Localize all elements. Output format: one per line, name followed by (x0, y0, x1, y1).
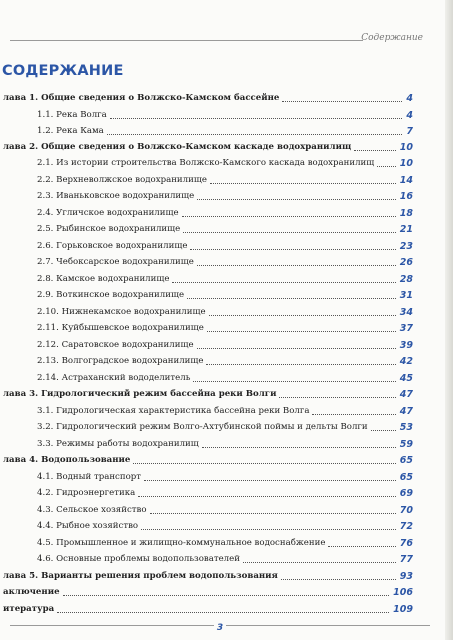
toc-section-entry[interactable] (0, 188, 453, 202)
toc-chapter-entry[interactable] (0, 601, 453, 615)
footer-page-number-wrap (0, 623, 440, 633)
toc-section-entry[interactable] (0, 254, 453, 268)
toc-dot-leader (57, 611, 389, 613)
toc-page-number: 31 (399, 290, 413, 301)
toc-page-number: 39 (399, 339, 413, 351)
toc-chapter-entry[interactable] (0, 386, 453, 400)
toc-page-number: 21 (399, 224, 413, 235)
toc-entry-label: 1.1. Река Волга (37, 109, 107, 120)
toc-dot-leader (209, 314, 396, 316)
toc-page-number: 28 (399, 273, 413, 285)
toc-section-entry[interactable] (0, 304, 453, 318)
toc-dot-leader (207, 330, 396, 332)
toc-entry-label: 4.6. Основные проблемы водопользователей (37, 554, 240, 564)
toc-section-entry[interactable] (0, 172, 453, 186)
toc-dot-leader (197, 198, 396, 200)
toc-section-entry[interactable] (0, 320, 453, 334)
toc-section-entry[interactable] (0, 551, 453, 565)
toc-entry-label: аключение (3, 587, 60, 597)
page-number: 3 (214, 623, 226, 633)
toc-chapter-entry[interactable] (0, 139, 453, 153)
toc-section-entry[interactable] (0, 123, 453, 137)
toc-entry-label: 4.5. Промышленное и жилищно-коммунальное водоснабжение (37, 537, 326, 548)
toc-chapter-entry[interactable] (0, 568, 453, 582)
toc-dot-leader (202, 446, 396, 448)
toc-entry-label: 2.5. Рыбинское водохранилище (37, 224, 181, 234)
toc-entry-label: 2.9. Воткинское водохранилище (37, 290, 185, 300)
toc-entry-label: 3.1. Гидрологическая характеристика бассейна реки Волга (37, 405, 310, 416)
toc-title: СОДЕРЖАНИЕ (2, 63, 124, 79)
toc-section-entry[interactable] (0, 485, 453, 499)
toc-page-number: 72 (399, 521, 413, 532)
toc-page-number: 47 (399, 405, 413, 417)
toc-page-number: 7 (406, 126, 413, 137)
toc-section-entry[interactable] (0, 107, 453, 121)
toc-entry-label: 2.8. Камское водохранилище (37, 273, 170, 284)
toc-dot-leader (243, 561, 396, 563)
toc-section-entry[interactable] (0, 221, 453, 235)
toc-page-number: 76 (399, 537, 413, 549)
header-rule (10, 40, 363, 41)
toc-entry-label: 4.2. Гидроэнергетика (37, 488, 136, 498)
toc-page-number: 10 (399, 158, 413, 169)
toc-entry-label: 2.11. Куйбышевское водохранилище (37, 323, 204, 333)
toc-page-number: 109 (393, 603, 413, 615)
toc-section-entry[interactable] (0, 469, 453, 483)
toc-entry-label: итература (3, 603, 55, 614)
toc-dot-leader (172, 281, 396, 283)
toc-dot-leader (144, 479, 396, 481)
toc-entry-label: 2.3. Иваньковское водохранилище (37, 191, 195, 201)
toc-entry-label: 2.10. Нижнекамское водохранилище (37, 306, 206, 317)
toc-chapter-entry[interactable] (0, 452, 453, 466)
toc-section-entry[interactable] (0, 337, 453, 351)
toc-page-number: 53 (399, 422, 413, 433)
toc-entry-label: лава 4. Водопользование (3, 455, 131, 465)
toc-page-number: 23 (399, 240, 413, 252)
toc-page-number: 65 (399, 455, 413, 466)
toc-dot-leader (133, 462, 396, 464)
toc-page-number: 42 (399, 356, 413, 367)
toc-page-number: 93 (399, 570, 413, 582)
toc-page-number: 10 (399, 141, 413, 153)
toc-section-entry[interactable] (0, 535, 453, 549)
toc-page-number: 16 (399, 191, 413, 202)
toc-entry-label: 2.12. Саратовское водохранилище (37, 339, 194, 350)
toc-entry-label: 3.2. Гидрологический режим Волго-Ахтубинской поймы и дельты Волги (37, 422, 368, 432)
toc-entry-label: лава 5. Варианты решения проблем водопользования (3, 570, 278, 581)
toc-page-number: 106 (393, 587, 413, 598)
toc-dot-leader (190, 248, 396, 250)
toc-section-entry[interactable] (0, 353, 453, 367)
toc-dot-leader (197, 347, 396, 349)
toc-entry-label: 4.4. Рыбное хозяйство (37, 521, 139, 531)
toc-page-number: 37 (399, 323, 413, 334)
toc-dot-leader (312, 413, 396, 415)
toc-page-number: 69 (399, 488, 413, 499)
toc-section-entry[interactable] (0, 370, 453, 384)
toc-dot-leader (282, 100, 402, 102)
toc-section-entry[interactable] (0, 419, 453, 433)
toc-dot-leader (110, 117, 402, 119)
toc-page-number: 65 (399, 471, 413, 483)
toc-page-number: 59 (399, 438, 413, 450)
toc-entry-label: 2.13. Волгоградское водохранилище (37, 356, 204, 366)
toc-entry-label: 2.6. Горьковское водохранилище (37, 240, 188, 251)
toc-chapter-entry[interactable] (0, 90, 453, 104)
toc-dot-leader (210, 182, 396, 184)
toc-page-number: 70 (399, 504, 413, 516)
toc-entry-label: 4.3. Сельское хозяйство (37, 504, 147, 515)
toc-entry-label: 4.1. Водный транспорт (37, 471, 142, 482)
toc-entry-label: 2.2. Верхневолжское водохранилище (37, 174, 207, 185)
toc-entry-label: 2.4. Угличское водохранилище (37, 207, 179, 218)
toc-dot-leader (371, 429, 396, 431)
toc-entry-label: 1.2. Река Кама (37, 126, 104, 136)
toc-page-number: 14 (399, 174, 413, 186)
toc-entry-label: лава 2. Общие сведения о Волжско-Камском каскаде водохранилищ (3, 141, 352, 152)
toc-dot-leader (354, 149, 396, 151)
toc-chapter-entry[interactable] (0, 584, 453, 598)
toc-dot-leader (141, 528, 396, 530)
toc-section-entry[interactable] (0, 205, 453, 219)
toc-section-entry[interactable] (0, 287, 453, 301)
toc-dot-leader (377, 165, 396, 167)
toc-page-number: 26 (399, 257, 413, 268)
toc-page-number: 47 (399, 389, 413, 400)
toc-dot-leader (150, 512, 396, 514)
toc-section-entry[interactable] (0, 436, 453, 450)
toc-dot-leader (63, 594, 389, 596)
toc-page-number: 34 (399, 306, 413, 318)
toc-dot-leader (328, 545, 396, 547)
toc-page-number: 4 (406, 93, 413, 104)
toc-entry-label: лава 1. Общие сведения о Волжско-Камском бассейне (3, 93, 280, 103)
toc-dot-leader (138, 495, 396, 497)
toc-entry-label: лава 3. Гидрологический режим бассейна реки Волги (3, 389, 277, 399)
toc-dot-leader (197, 264, 396, 266)
toc-section-entry[interactable] (0, 502, 453, 516)
toc-section-entry[interactable] (0, 238, 453, 252)
toc-entry-label: 3.3. Режимы работы водохранилищ (37, 438, 199, 449)
toc-dot-leader (107, 133, 402, 135)
toc-page-number: 77 (399, 554, 413, 565)
running-header: Содержание (361, 33, 423, 43)
toc-dot-leader (206, 363, 396, 365)
toc-entry-label: 2.7. Чебоксарское водохранилище (37, 257, 194, 267)
toc-page-number: 4 (406, 109, 413, 121)
toc-dot-leader (182, 215, 396, 217)
toc-section-entry[interactable] (0, 518, 453, 532)
toc-page-number: 18 (399, 207, 413, 219)
toc-section-entry[interactable] (0, 403, 453, 417)
toc-entry-label: 2.1. Из истории строительства Волжско-Камского каскада водохранилищ (37, 158, 375, 168)
toc-section-entry[interactable] (0, 271, 453, 285)
toc-dot-leader (193, 380, 396, 382)
toc-dot-leader (183, 231, 396, 233)
toc-dot-leader (281, 578, 396, 580)
toc-page-number: 45 (399, 372, 413, 384)
toc-entry-label: 2.14. Астраханский вододелитель (37, 372, 191, 383)
toc-section-entry[interactable] (0, 155, 453, 169)
toc-dot-leader (279, 396, 396, 398)
toc-dot-leader (187, 297, 396, 299)
